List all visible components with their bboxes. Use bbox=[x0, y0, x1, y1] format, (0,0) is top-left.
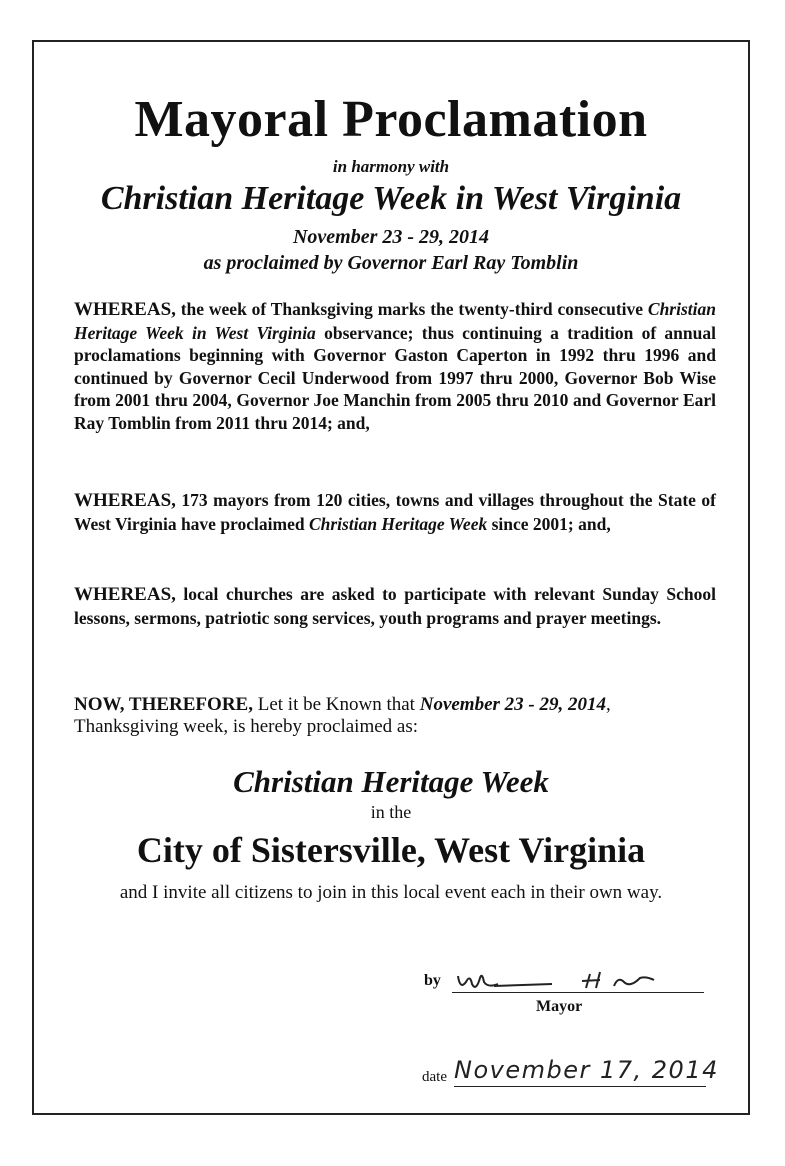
declared-event: Christian Heritage Week bbox=[233, 764, 549, 799]
whereas-italic: Christian Heritage Week bbox=[308, 513, 488, 534]
handwritten-date: November 17, 2014 bbox=[454, 1056, 719, 1084]
in-the-line: in the bbox=[370, 802, 412, 822]
therefore-comma: , bbox=[606, 694, 611, 715]
date-label: date bbox=[422, 1069, 447, 1085]
harmony-line: in harmony with bbox=[332, 157, 450, 176]
therefore-dates: November 23 - 29, 2014 bbox=[419, 694, 606, 715]
whereas-text: the week of Thanksgiving marks the twenty-third consecutive bbox=[175, 299, 648, 319]
therefore-line2: Thanksgiving week, is hereby proclaimed as: bbox=[74, 716, 419, 737]
date-line bbox=[454, 1086, 706, 1087]
event-dates: November 23 - 29, 2014 bbox=[292, 226, 490, 248]
therefore-lead: NOW, THEREFORE, bbox=[74, 694, 253, 715]
proclamation-border bbox=[32, 40, 750, 1115]
whereas-lead: WHEREAS, bbox=[74, 490, 176, 511]
invite-line: and I invite all citizens to join in this local event each in their own way. bbox=[119, 882, 663, 903]
whereas-text: observance; thus continuing a tradition of annual proclamations beginning with Governor Gaston Caperton in 1992 thru 1996 and continued by Governor Cecil Underwood from 1997 thru 2000, Governor Bob Wise from 2001 thru 2004, Governor Joe Manchin from 2005 thru 2010 and Governor Earl Ray Tomblin from 2011 thru 2014; and, bbox=[74, 322, 716, 433]
whereas-paragraph-3 bbox=[74, 583, 716, 629]
whereas-paragraph-2 bbox=[74, 489, 716, 535]
governor-line: as proclaimed by Governor Earl Ray Tomblin bbox=[203, 252, 579, 274]
whereas-text: local churches are asked to participate with relevant Sunday School lessons, sermons, patriotic song services, youth programs and prayer meetings. bbox=[74, 584, 716, 628]
therefore-text: Let it be Known that bbox=[252, 694, 420, 715]
whereas-paragraph-1 bbox=[74, 298, 716, 434]
whereas-lead: WHEREAS, bbox=[74, 584, 176, 605]
page-title: Mayoral Proclamation bbox=[134, 91, 648, 148]
whereas-text: since 2001; and, bbox=[487, 513, 611, 534]
signature-role: Mayor bbox=[536, 998, 583, 1015]
whereas-text: 173 mayors from 120 cities, towns and villages throughout the State of West Virginia have proclaimed bbox=[74, 490, 716, 534]
city-name: City of Sistersville, West Virginia bbox=[136, 830, 646, 870]
whereas-lead: WHEREAS, bbox=[74, 299, 176, 320]
therefore-paragraph bbox=[74, 694, 724, 738]
signature-by-label: by bbox=[424, 972, 441, 989]
signature-line bbox=[452, 992, 704, 993]
whereas-italic: Christian Heritage Week in West Virginia bbox=[74, 299, 716, 343]
event-name: Christian Heritage Week in West Virginia bbox=[100, 180, 682, 217]
